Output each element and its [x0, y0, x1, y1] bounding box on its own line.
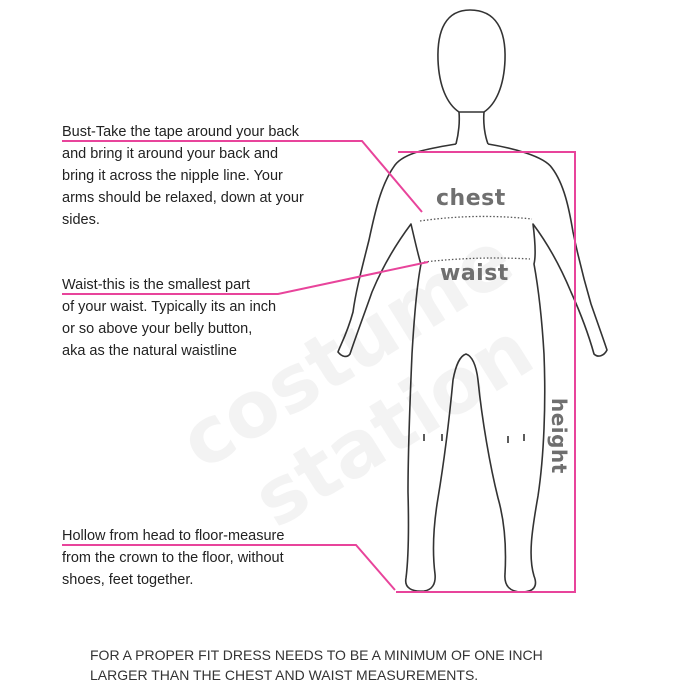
waist-instructions: [62, 274, 362, 362]
bust-line-4: arms should be relaxed, down at your: [62, 190, 304, 206]
fit-footnote: [90, 645, 650, 685]
bust-line-1: Bust-Take the tape around your back: [62, 124, 299, 140]
bust-line-2: and bring it around your back and: [62, 146, 279, 162]
bust-line-3: bring it across the nipple line. Your: [62, 168, 283, 184]
bust-instructions: [62, 121, 362, 231]
waist-line-4: aka as the natural waistline: [62, 343, 237, 359]
waist-line-1: Waist-this is the smallest part: [62, 277, 251, 293]
height-bracket: [396, 152, 575, 592]
footnote-line-2: LARGER THAN THE CHEST AND WAIST MEASUREMENTS.: [90, 667, 479, 683]
waist-label: waist: [440, 261, 509, 286]
chest-tape-line: [420, 216, 532, 221]
footnote-line-1: FOR A PROPER FIT DRESS NEEDS TO BE A MINIMUM OF ONE INCH: [90, 647, 543, 663]
bust-line-5: sides.: [62, 212, 100, 228]
figure-body-outline: [338, 144, 607, 592]
figure-head: [438, 10, 505, 112]
knee-marks: [424, 434, 524, 443]
hollow-line-1: Hollow from head to floor-measure: [62, 528, 285, 544]
waist-line-3: or so above your belly button,: [62, 321, 253, 337]
hollow-line-3: shoes, feet together.: [62, 572, 194, 588]
hollow-line-2: from the crown to the floor, without: [62, 550, 284, 566]
hollow-instructions: [62, 525, 362, 591]
waist-line-2: of your waist. Typically its an inch: [62, 299, 277, 315]
chest-label: chest: [436, 186, 506, 211]
figure-neck: [456, 112, 488, 144]
height-label: height: [547, 398, 571, 474]
